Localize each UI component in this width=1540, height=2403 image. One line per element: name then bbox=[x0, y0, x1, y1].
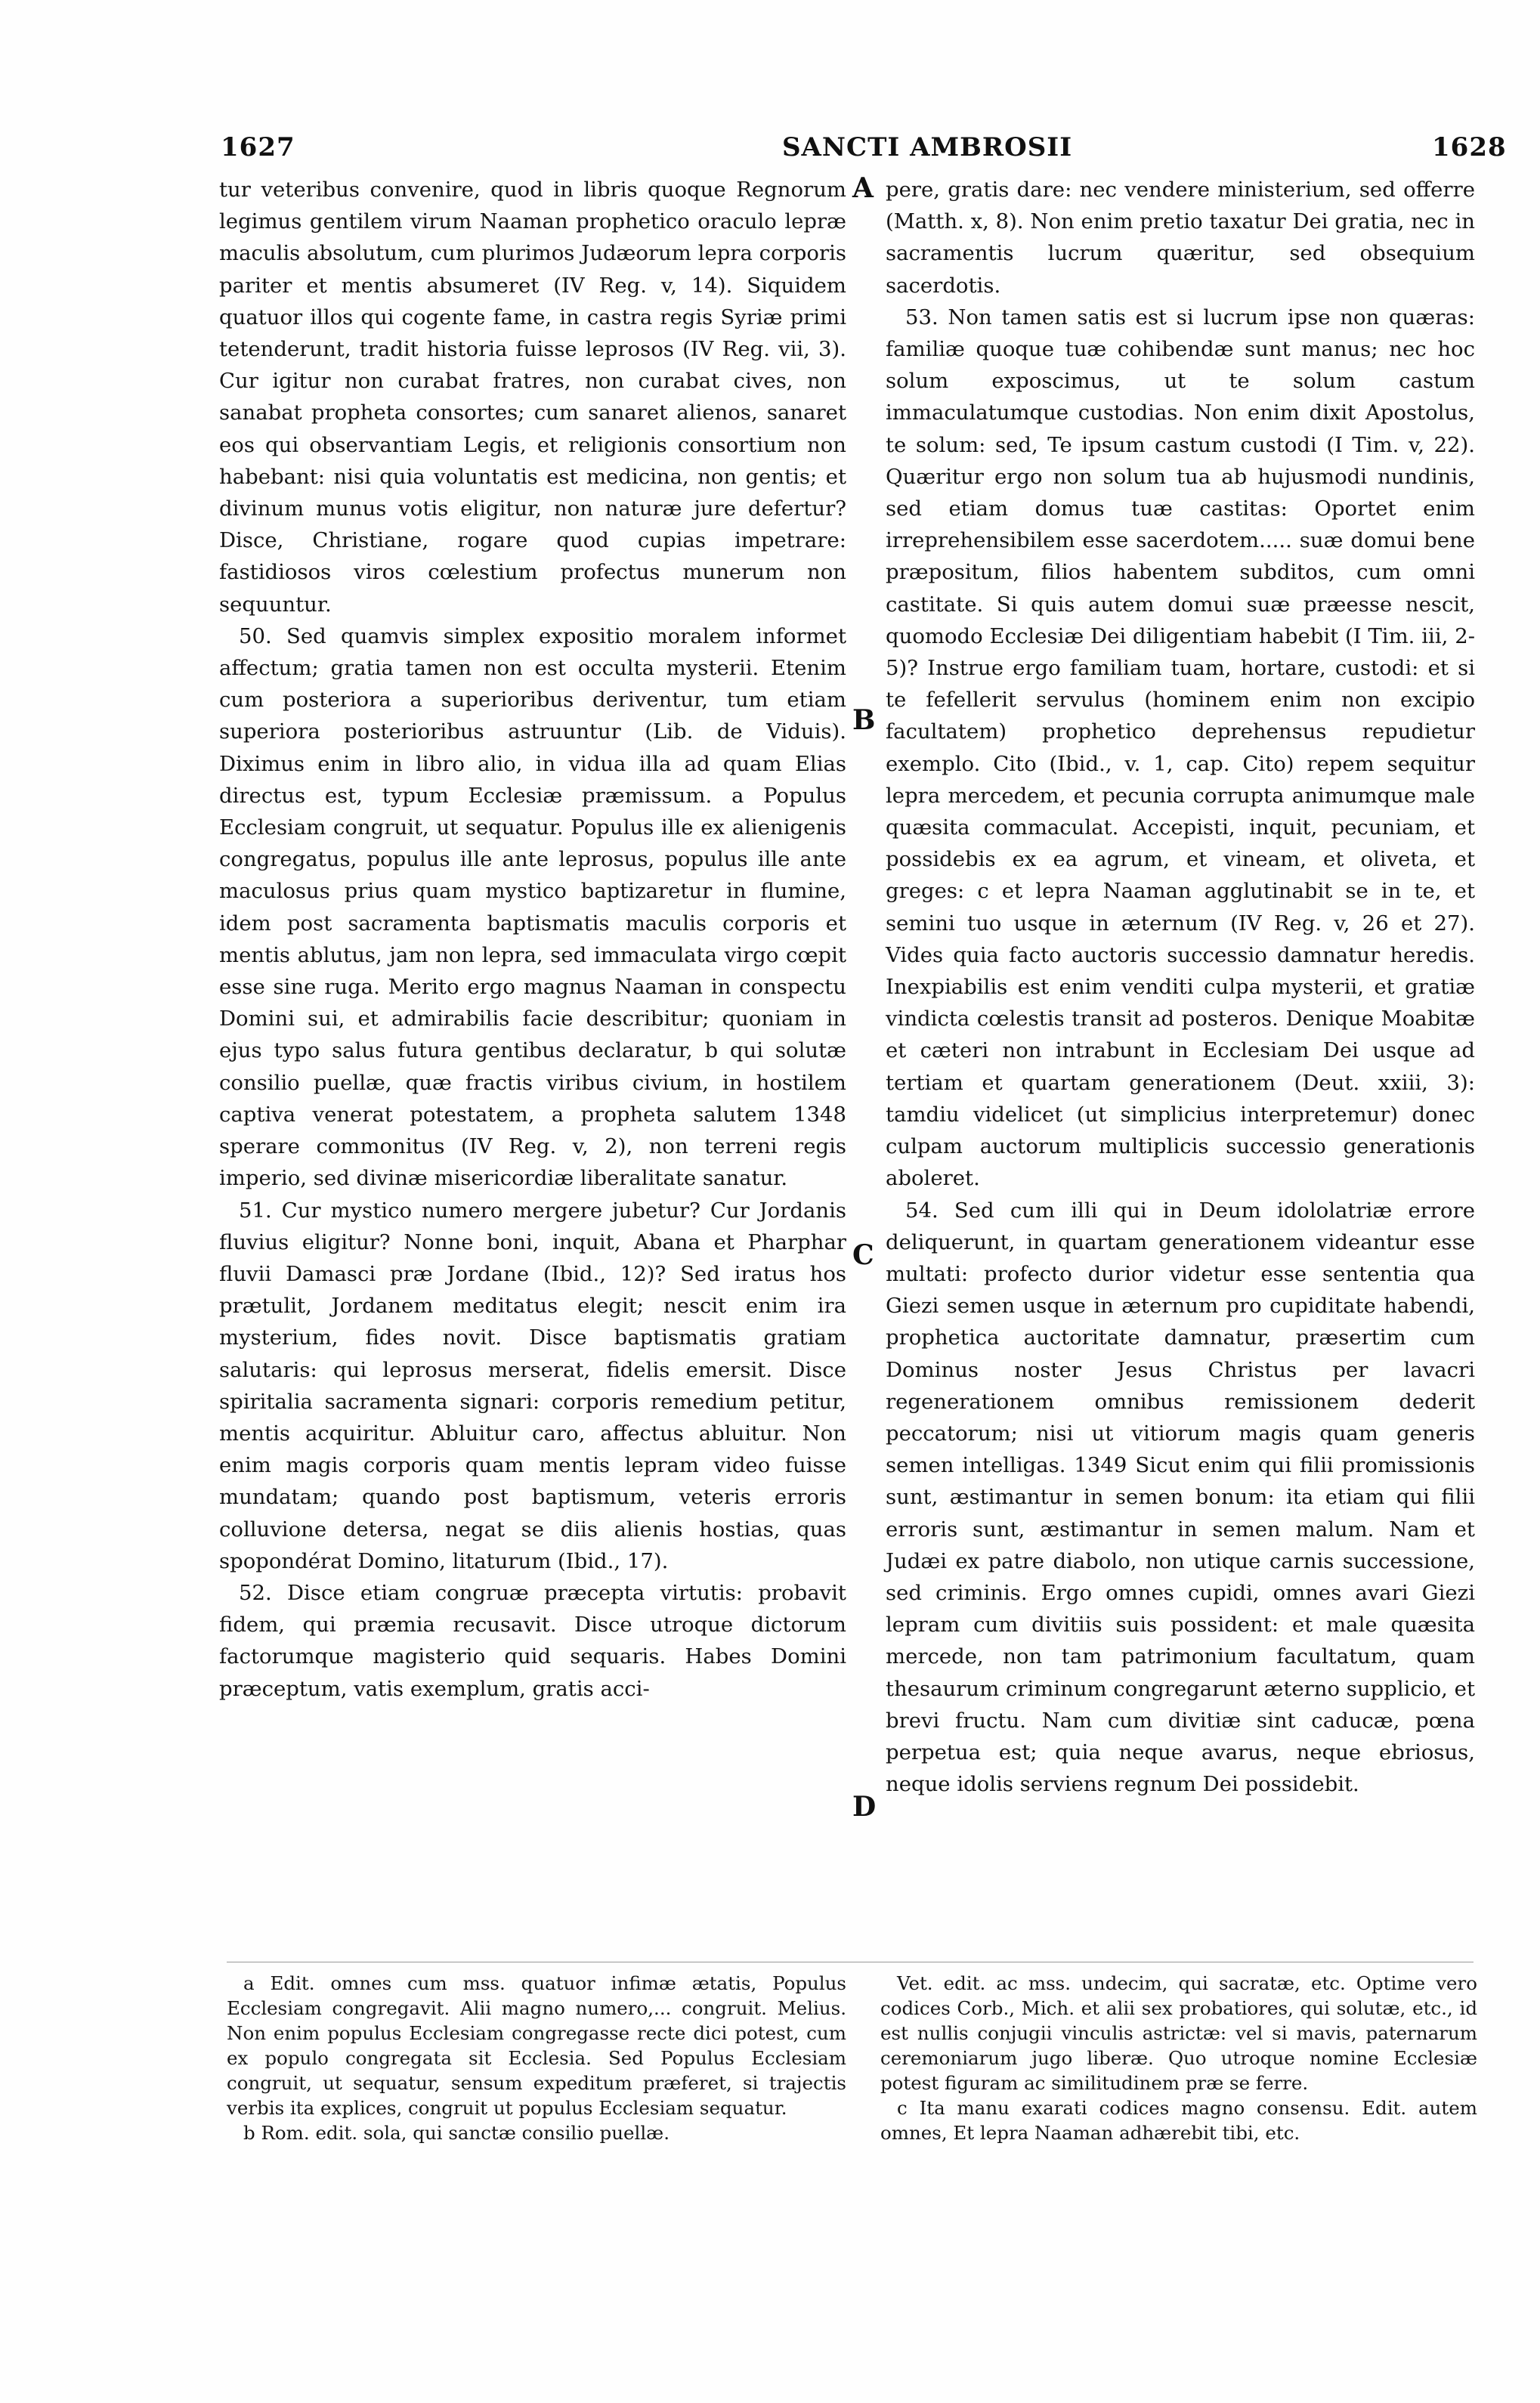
left-text-column bbox=[219, 174, 846, 1705]
right-footnotes bbox=[880, 1971, 1477, 2145]
right-paragraph-continued: pere, gratis dare: nec vendere ministerium, sed offerre (Matth. x, 8). Non enim pretio taxatur Dei gratia, nec in sacramentis lucrum quæritur, sed obsequium sacerdotis. bbox=[886, 178, 1475, 298]
left-footnotes bbox=[227, 1971, 846, 2145]
right-paragraph-53: 53. Non tamen satis est si lucrum ipse non quæras: familiæ quoque tuæ cohibendæ sunt manus; nec hoc solum exposcimus, ut te solum castum immaculatumque custodias. Non enim dixit Apostolus, te solum: sed, Te ipsum castum custodi (I Tim. v, 22). Quæritur ergo non solum tua ab hujusmodi nundinis, sed etiam domus tuæ castitas: Oportet enim irreprehensibilem esse sacerdotem..... suæ domui bene præpositum, filios habentem subditos, cum omni castitate. Si quis autem domui suæ præesse nescit, quomodo Ecclesiæ Dei diligentiam habebit (I Tim. iii, 2-5)? Instrue ergo familiam tuam, hortare, custodi: et si te fefellerit servulus (hominem enim non excipio facultatem) prophetico deprehensus repudietur exemplo. Cito (Ibid., v. 1, cap. Cito) repem sequitur lepra mercedem, et pecunia corrupta animumque male quæsita commaculat. Accepisti, inquit, pecuniam, et possidebis ex ea agrum, et vineam, et oliveta, et greges: c et lepra Naaman agglutinabit se in te, et semini tuo usque in æternum (IV Reg. v, 26 et 27). Vides quia facto auctoris successio damnatur heredis. Inexpiabilis est enim venditi culpa mysterii, et gratiæ vindicta cœlestis transit ad posteros. Denique Moabitæ et cæteri non intrabunt in Ecclesiam Dei usque ad tertiam et quartam generationem (Deut. xxiii, 3): tamdiu videlicet (ut simplicius interpretemur) donec culpam auctorum multiplicis successio generationis aboleret. bbox=[886, 305, 1475, 1191]
footnote-b-continued: Vet. edit. ac mss. undecim, qui sacratæ, etc. Optime vero codices Corb., Mich. et alii sex probatiores, qui solutæ, etc., id est nullis conjugii vinculis astrictæ: vel si mavis, paternarum ceremoniarum jugo liberæ. Quo utroque nomine Ecclesiæ potest figuram ac similitudinem præ se ferre. bbox=[880, 1972, 1477, 2094]
margin-letter-b: B bbox=[852, 704, 876, 736]
left-paragraph-51: 51. Cur mystico numero mergere jubetur? Cur Jordanis fluvius eligitur? Nonne boni, inquit, Abana et Pharphar fluvii Damasci præ Jordane (Ibid., 12)? Sed iratus hos prætulit, Jordanem meditatus elegit; nescit enim ira mysterium, fides novit. Disce baptismatis gratiam salutaris: qui leprosus merserat, fidelis emersit. Disce spiritalia sacramenta signari: corporis remedium petitur, mentis acquiritur. Abluitur caro, affectus abluitur. Non enim magis corporis quam mentis lepram video fuisse mundatam; quando post baptismum, veteris erroris colluvione detersa, negat se diis alienis hostias, quas spopondérat Domino, litaturum (Ibid., 17). bbox=[219, 1198, 846, 1573]
left-page-number: 1627 bbox=[221, 132, 295, 162]
right-text-column bbox=[886, 174, 1475, 1800]
left-paragraph-1: tur veteribus convenire, quod in libris quoque Regnorum legimus gentilem virum Naaman prophetico oraculo lepræ maculis absolutum, cum plurimos Judæorum lepra corporis pariter et mentis absumeret (IV Reg. v, 14). Siquidem quatuor illos qui cogente fame, in castra regis Syriæ primi tetenderunt, tradit historia fuisse leprosos (IV Reg. vii, 3). Cur igitur non curabat fratres, non curabat cives, non sanabat propheta consortes; cum sanaret alienos, sanaret eos qui observantiam Legis, et religionis consortium non habebant: nisi quia voluntatis est medicina, non gentis; et divinum munus votis eligitur, non naturæ jure defertur? Disce, Christiane, rogare quod cupias impetrare: fastidiosos viros cœlestium profectus munerum non sequuntur. bbox=[219, 178, 846, 617]
left-paragraph-50: 50. Sed quamvis simplex expositio moralem informet affectum; gratia tamen non est occulta mysterii. Etenim cum posteriora a superioribus deriventur, tum etiam superiora posterioribus astruuntur (Lib. de Viduis). Diximus enim in libro alio, in vidua illa ad quam Elias directus est, typum Ecclesiæ præmissum. a Populus Ecclesiam congruit, ut sequatur. Populus ille ex alienigenis congregatus, populus ille ante leprosus, populus ille ante maculosus prius quam mystico baptizaretur in flumine, idem post sacramenta baptismatis maculis corporis et mentis ablutus, jam non lepra, sed immaculata virgo cœpit esse sine ruga. Merito ergo magnus Naaman in conspectu Domini sui, et admirabilis facie describitur; quoniam in ejus typo salus futura gentibus declaratur, b qui solutæ consilio puellæ, quæ fractis viribus civium, in hostilem captiva venerat potestatem, a propheta salutem 1348 sperare commonitus (IV Reg. v, 2), non terreni regis imperio, sed divinæ misericordiæ liberalitate sanatur. bbox=[219, 623, 846, 1191]
footnote-a: a Edit. omnes cum mss. quatuor infimæ ætatis, Populus Ecclesiam congregavit. Alii magno numero,... congruit. Melius. Non enim populus Ecclesiam congregasse recte dici potest, cum ex populo congregata sit Ecclesia. Sed Populus Ecclesiam congruit, ut sequatur, sensum expeditum præferet, si trajectis verbis ita explices, congruit ut populus Ecclesiam sequatur. bbox=[227, 1972, 846, 2119]
margin-letter-c: C bbox=[852, 1239, 874, 1271]
right-page-number: 1628 bbox=[1432, 132, 1507, 162]
left-paragraph-52: 52. Disce etiam congruæ præcepta virtutis: probavit fidem, qui præmia recusavit. Disce utroque dictorum factorumque magisterio quid sequaris. Habes Domini præceptum, vatis exemplum, gratis acci- bbox=[219, 1580, 846, 1701]
margin-letter-d: D bbox=[852, 1791, 877, 1823]
footnote-b: b Rom. edit. sola, qui sanctæ consilio puellæ. bbox=[243, 2122, 670, 2144]
right-paragraph-54: 54. Sed cum illi qui in Deum idololatriæ errore deliquerunt, in quartam generationem videantur esse multati: profecto durior videtur esse sententia qua Giezi semen usque in æternum pro cupiditate habendi, prophetica auctoritate damnatur, præsertim cum Dominus noster Jesus Christus per lavacri regenerationem omnibus remissionem dederit peccatorum; nisi ut vitiorum magis quam generis semen intelligas. 1349 Sicut enim qui filii promissionis sunt, æstimantur in semen bonum: ita etiam qui filii erroris sunt, æstimantur in semen malum. Nam et Judæi ex patre diabolo, non utique carnis successione, sed criminis. Ergo omnes cupidi, omnes avari Giezi lepram cum divitiis suis possident: et male quæsita mercede, non tam patrimonium facultatum, quam thesaurum criminum congregarunt æterno supplicio, et brevi fructu. Nam cum divitiæ sint caducæ, pœna perpetua est; quia neque avarus, neque ebriosus, neque idolis serviens regnum Dei possidebit. bbox=[886, 1198, 1475, 1797]
running-title: SANCTI AMBROSII bbox=[782, 132, 1073, 162]
footnote-c: c Ita manu exarati codices magno consensu. Edit. autem omnes, Et lepra Naaman adhærebit tibi, etc. bbox=[880, 2097, 1477, 2144]
margin-letter-a: A bbox=[852, 172, 874, 204]
